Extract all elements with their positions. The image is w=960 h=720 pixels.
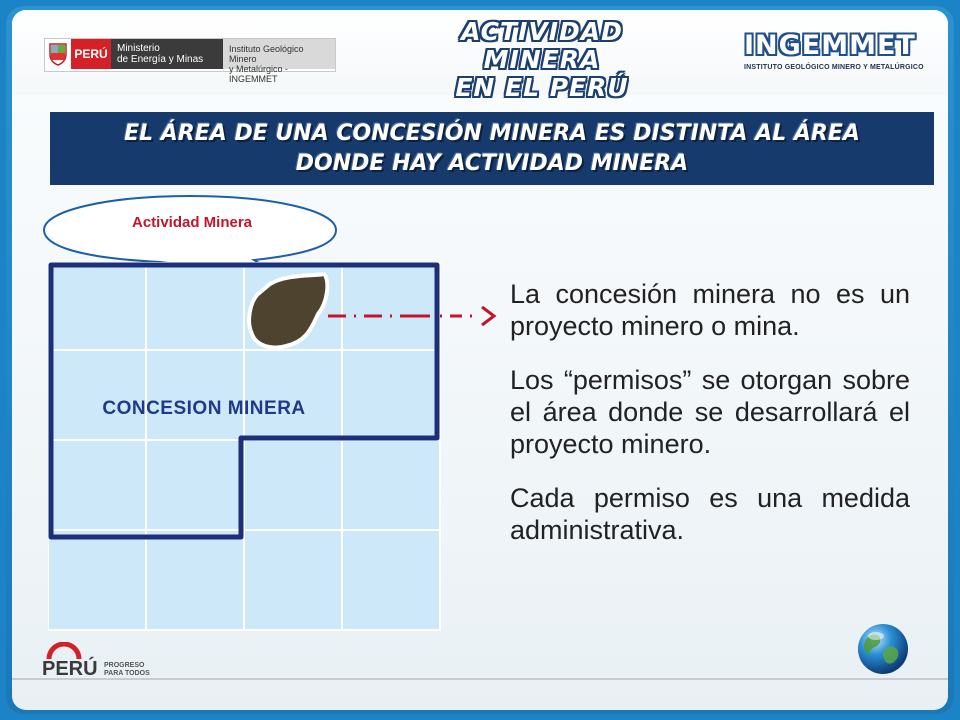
paragraph-1: La concesión minera no es un proyecto minero o mina. [510,279,910,341]
ingemmet-subtitle: INSTITUTO GEOLÓGICO MINERO Y METALÚRGICO [744,64,924,71]
arrow-icon [418,304,498,328]
institute-line2: y Metalúrgico - INGEMMET [229,64,289,84]
globe-icon [856,622,910,676]
concession-label: CONCESION MINERA [102,398,306,419]
coat-of-arms-icon [45,39,71,69]
peru-footer-word: PERÚ [42,658,98,680]
slide [12,10,948,710]
ingemmet-word: INGEMMET [744,30,916,61]
headline-banner [50,112,934,185]
ministry-name [111,39,223,69]
banner-text [124,119,860,179]
institute-name [223,39,335,84]
ministry-line1: Ministerio [117,43,160,54]
peru-progreso-logo [42,642,162,692]
title-line1: ACTIVIDAD MINERA [461,17,623,74]
banner-line2: DONDE HAY ACTIVIDAD MINERA [295,150,689,176]
ministry-logo [44,38,336,84]
banner-line1: EL ÁREA DE UNA CONCESIÓN MINERA ES DISTINTA AL ÁREA [124,120,860,146]
concession-diagram [48,262,444,632]
institute-line1: Instituto Geológico Minero [229,44,304,64]
peru-label: PERÚ [71,39,111,69]
body-text [510,278,910,568]
title-line2: EN EL PERÚ [455,73,629,102]
paragraph-3: Cada permiso es una medida administrativa. [510,483,910,545]
ingemmet-logo [744,32,944,80]
bubble-label: Actividad Minera [131,214,253,231]
paragraph-2: Los “permisos” se otorgan sobre el área donde se desarrollará el proyecto minero. [510,365,910,459]
slide-title [407,18,677,102]
tagline-line1: PROGRESO [104,662,145,669]
tagline-line2: PARA TODOS [104,670,150,677]
ministry-line2: de Energía y Minas [117,54,204,65]
